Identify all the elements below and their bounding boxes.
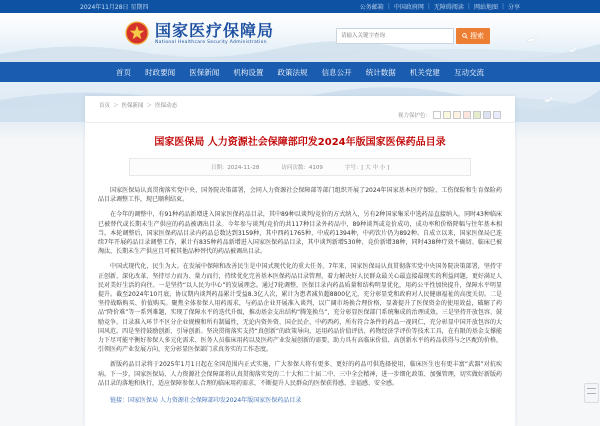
dove-icon	[543, 96, 555, 103]
floating-widget[interactable]	[584, 383, 599, 403]
national-emblem-icon	[125, 21, 149, 45]
eye-color-swatch[interactable]	[433, 111, 441, 119]
link-sitemap[interactable]: 网站地图	[473, 4, 498, 11]
article-meta-bar	[129, 158, 471, 176]
search-button[interactable]: 搜索	[456, 28, 490, 44]
breadcrumb-separator: ＞	[146, 103, 153, 109]
nav-party-building[interactable]: 机关党建	[409, 67, 440, 77]
breadcrumb-separator: ＞	[113, 103, 119, 109]
eye-color-swatch[interactable]	[483, 111, 491, 119]
eye-protection-label: 视力保护色：	[397, 113, 431, 119]
visit-count: 访问次数：4109	[281, 165, 323, 171]
breadcrumb-current[interactable]: 医保动态	[155, 103, 178, 109]
header-banner	[0, 13, 600, 62]
search-input[interactable]	[336, 28, 454, 44]
publish-date: 日期：2024-11-28	[210, 165, 260, 171]
nav-politics-news[interactable]: 时政要闻	[145, 67, 176, 77]
paragraph: 新版药品目录将于2025年1月1日起在全国范围内正式实施，广大参保人将有更多、更好的药品可供选择使用，临床医生也有更丰富“武器”对抗疾病。下一步，国家医保局、人力资源社会保障部将认真贯彻落实党的二十大和二十届二中、三中全会精神，进一步细化政策、加强管理，切实做好新版药品目录的落地和执行，适应保障参保人合理的临床用药需求，不断提升人民群众的医保获得感、幸福感、安全感。	[98, 361, 502, 387]
nav-info-disclosure[interactable]: 信息公开	[321, 67, 352, 77]
nav-organization[interactable]: 机构设置	[233, 67, 264, 77]
eye-color-swatch[interactable]	[453, 111, 461, 119]
magnifier-icon	[462, 33, 468, 39]
eye-color-swatch[interactable]	[473, 111, 481, 119]
breadcrumb	[99, 101, 177, 109]
nav-policies[interactable]: 政策法规	[277, 67, 308, 77]
eye-protection-bar	[398, 111, 501, 119]
eye-color-swatch[interactable]	[463, 111, 471, 119]
current-date: 2024年11月28日 星期四	[80, 4, 149, 11]
nav-medical-insurance-news[interactable]: 医保新闻	[189, 67, 220, 77]
paragraph: 在今年的调整中，有91种药品新增进入国家医保药品目录，其中89种以谈判/竞价的方式纳入，另有2种国家集采中选药品直接纳入，同时43种临床已被替代或长期未生产供应的药品被调出目录。今年参与谈判/竞价的共117种目录外药品中，89种谈判或竞价成功，成功率和价格降幅与往年基本相当。本轮调整后，国家医保药品目录内药品总数达到3159种，其中西药1765种、中成药1394种，中药饮片仍为892种。自成立以来，国家医保局已连续7年开展药品目录调整工作，累计有835种药品新增进入国家医保药品目录，其中谈判新增530种、竞价新增38种，同时438种疗效不确切、临床已被淘汰、长期未生产供应且可被其他品种替代的药品被调出目录。	[98, 211, 502, 256]
utility-bar	[0, 0, 600, 13]
eye-color-swatch[interactable]	[443, 111, 451, 119]
main-nav	[0, 62, 600, 82]
nav-statistics[interactable]: 统计数据	[365, 67, 396, 77]
article-container	[85, 96, 515, 426]
link-accessibility[interactable]: 无障碍阅读	[433, 4, 464, 11]
font-size-control[interactable]: 字号：[ 大 中 小 ]	[344, 165, 390, 171]
related-document-link[interactable]: 链接：国家医保局 人力资源社会保障部印发2024年版国家医保药品目录	[110, 397, 302, 405]
site-search	[336, 28, 490, 44]
article-title: 国家医保局 人力资源社会保障部印发2024年版国家医保药品目录	[154, 137, 446, 148]
breadcrumb-section[interactable]: 医保新闻	[121, 103, 144, 109]
link-gov-mail[interactable]: 公务邮箱	[359, 4, 384, 11]
dove-icon	[526, 35, 540, 43]
breadcrumb-home[interactable]: 首页	[99, 103, 111, 109]
paragraph: 国家医保局认真贯彻落实党中央、国务院决策部署，会同人力资源社会保障部等部门组织开展了2024年国家基本医疗保险、工伤保险和生育保险药品目录调整工作，现已顺利结束。	[98, 187, 502, 204]
site-logo[interactable]	[125, 21, 274, 45]
paragraph: 中国式现代化，民生为大。在发展中保障和改善民生是中国式现代化的重大任务。7年来，国家医保局认真贯彻落实党中央国务院决策部署，坚持守正创新、深化改革，坚持尽力而为、量力而行，持续优化完善基本医保药品目录管理，着力解决好人民群众最关心最直接最现实的利益问题，更好满足人民对美好生活的向往。一是坚持“以人民为中心”的发展理念。通过7轮调整，医保目录内药品质量和结构明显优化，用药公平性加快提升，保障水平明显提升。截至2024年10月底，协议期内谈判药品累计受益8.3亿人次，累计为患者减负超8800亿元，充分彰显党和政府对人民健康福祉的高度关切。二是坚持战略购买、价值购买。聚焦全体参保人用药需求，与药品企业开展准入谈判，以广阔市场换合理价格，显著提升了医保资金的使用效益，破解了药品“降价难”等一系列难题，实现了保障水平的迭代升级，推动基金支出结构“腾笼换鸟”，充分彰显医保部门系统集成的治理成效。三是坚持开放包容、鼓励竞争。目录准入环节不区分企业规模和所有制属性，无论内资外资、国企民企、中药西药，所有符合条件的药品一视同仁，充分彰显中国开放包容的大国风范。四是坚持鼓励创新、引导创新。坚决贯彻落实支持“真创新”的政策导向，运用药品价值评估、药物经济学评价等技术工具，在有限的基金支撑能力下尽可能平衡好参保人多元化需求、医务人员临床用药以及医药产业发展创新的需要，助力具有高临床价值、高创新水平的药品获得与之匹配的价格，引领医药产业发展方向，充分彰显医保部门求真务实的工作态度。	[98, 263, 502, 354]
utility-links: 公务邮箱 | 中国政府网 | 无障碍阅读 | 网站地图 | 分享	[359, 3, 520, 11]
article-body	[85, 176, 515, 388]
site-subtitle: National Healthcare Security Administration	[155, 39, 267, 45]
nav-home[interactable]: 首页	[116, 67, 131, 77]
breadcrumb-band	[85, 96, 515, 123]
link-share[interactable]: 分享	[507, 4, 520, 11]
eye-color-swatch[interactable]	[493, 111, 501, 119]
nav-interaction[interactable]: 互动交流	[454, 67, 484, 77]
dove-icon	[568, 47, 578, 53]
site-title: 国家医疗保障局	[155, 20, 275, 40]
link-gov-cn[interactable]: 中国政府网	[393, 4, 424, 11]
page-body	[0, 82, 600, 412]
